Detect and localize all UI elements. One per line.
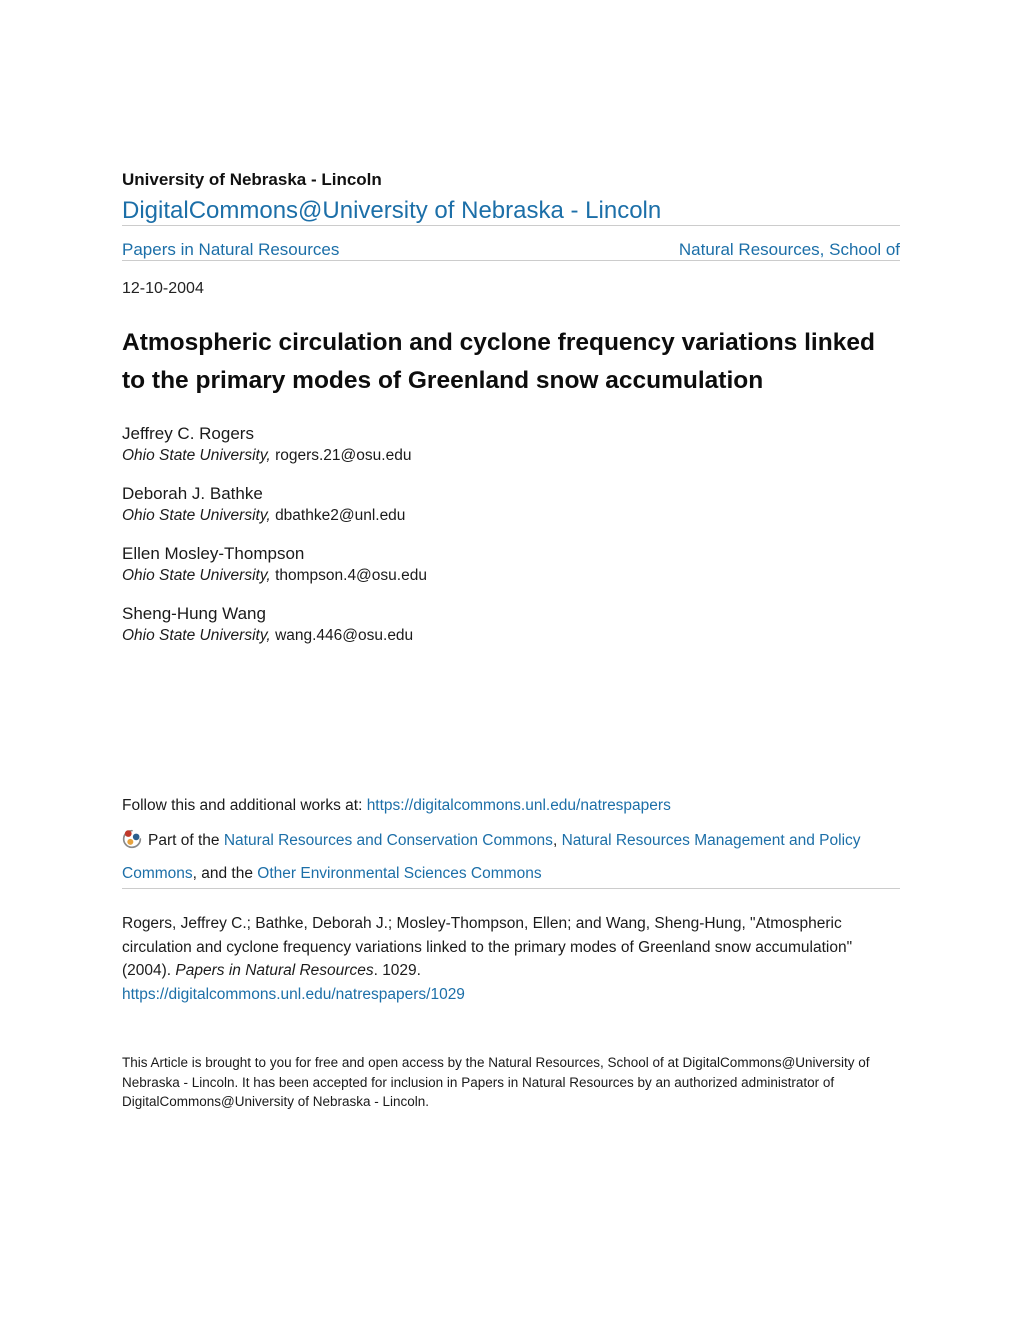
school-link[interactable]: Natural Resources, School of <box>678 240 900 259</box>
citation-text: Rogers, Jeffrey C.; Bathke, Deborah J.; Mosley-Thompson, Ellen; and Wang, Sheng-Hung, "Atmospheric circulation and cyclone frequency variations linked to the primary modes of Greenland snow accumulation" (2004). <box>122 915 853 979</box>
author-entry <box>122 604 900 645</box>
article-title: Atmospheric circulation and cyclone frequency variations linked to the primary modes of Greenland snow accumulation <box>122 329 875 394</box>
access-statement: This Article is brought to you for free and open access by the Natural Resources, School of at DigitalCommons@University of Nebraska - Lincoln. It has been accepted for inclusion in Papers in Natural Resources by an authorized administrator of DigitalCommons@University of Nebraska - Lincoln. <box>122 1055 870 1110</box>
citation-number: . 1029. <box>373 961 421 979</box>
author-affiliation-line <box>122 627 900 645</box>
divider-header <box>122 260 900 261</box>
follow-works-line <box>122 797 900 815</box>
author-affiliation: Ohio State University, <box>122 626 271 644</box>
collection-row <box>122 240 900 260</box>
institution-name: University of Nebraska - Lincoln <box>122 170 382 189</box>
commons-link-other-environmental-sciences[interactable]: Other Environmental Sciences Commons <box>257 864 542 882</box>
author-affiliation-line <box>122 567 900 585</box>
collection-link[interactable]: Papers in Natural Resources <box>122 240 340 259</box>
part-of-prefix: Part of the <box>148 831 224 849</box>
commons-network-icon <box>122 829 142 860</box>
author-affiliation: Ohio State University, <box>122 506 271 524</box>
author-affiliation: Ohio State University, <box>122 566 271 584</box>
author-entry <box>122 544 900 585</box>
divider-top <box>122 225 900 226</box>
author-affiliation: Ohio State University, <box>122 446 271 464</box>
author-affiliation-line <box>122 447 900 465</box>
part-of-separator: , and the <box>192 864 258 882</box>
part-of-separator: , <box>552 831 562 849</box>
author-name: Jeffrey C. Rogers <box>122 423 254 443</box>
author-name: Deborah J. Bathke <box>122 483 263 503</box>
repository-title: DigitalCommons@University of Nebraska - Lincoln <box>122 197 662 224</box>
commons-link-natural-resources-conservation[interactable]: Natural Resources and Conservation Commons <box>223 831 553 849</box>
author-email: dbathke2@unl.edu <box>275 506 406 524</box>
commons-link-natural-resources-management-policy[interactable]: Natural Resources Management and Policy Commons <box>122 831 861 882</box>
citation-journal: Papers in Natural Resources <box>175 961 374 979</box>
citation-url-link[interactable]: https://digitalcommons.unl.edu/natrespapers/1029 <box>122 986 465 1004</box>
author-name: Sheng-Hung Wang <box>122 603 266 623</box>
author-affiliation-line <box>122 507 900 525</box>
divider-citation <box>122 888 900 889</box>
follow-works-label: Follow this and additional works at: <box>122 796 363 814</box>
author-name: Ellen Mosley-Thompson <box>122 543 305 563</box>
recommended-citation <box>122 912 892 1006</box>
part-of-line <box>122 827 892 888</box>
publication-date: 12-10-2004 <box>122 280 204 297</box>
author-email: thompson.4@osu.edu <box>275 566 427 584</box>
author-entry <box>122 484 900 525</box>
author-entry <box>122 424 900 465</box>
author-email: wang.446@osu.edu <box>275 626 414 644</box>
follow-works-link[interactable]: https://digitalcommons.unl.edu/natrespapers <box>366 796 671 814</box>
author-email: rogers.21@osu.edu <box>275 446 412 464</box>
author-list <box>122 424 900 645</box>
